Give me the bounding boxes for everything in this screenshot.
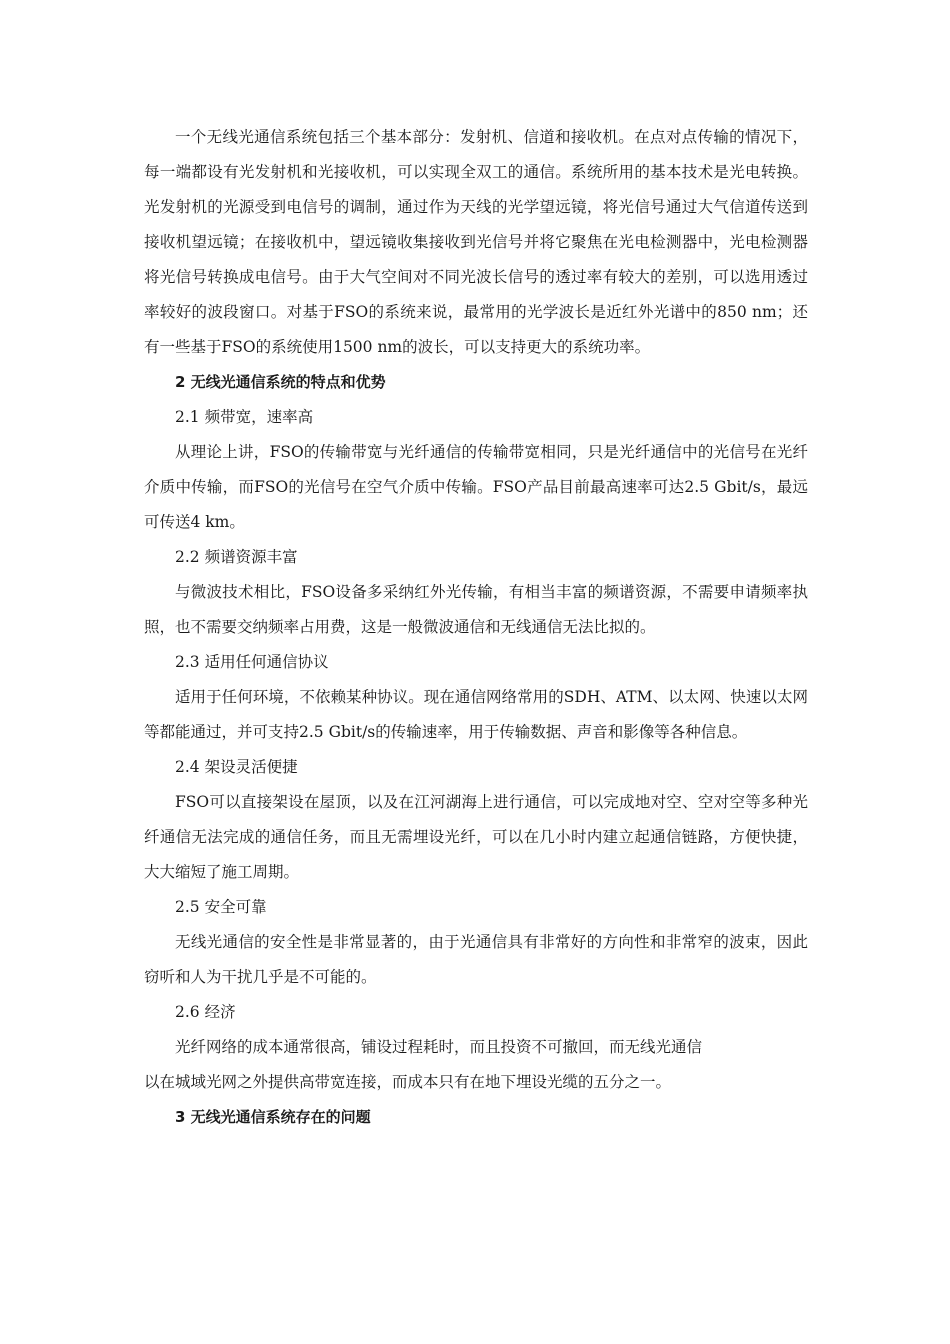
subsection-2-1-body: 从理论上讲，FSO的传输带宽与光纤通信的传输带宽相同，只是光纤通信中的光信号在光纤介质中传输，而FSO的光信号在空气介质中传输。FSO产品目前最高速率可达2.5 Gbit/s，最远可传送4 km。 [144, 443, 808, 531]
subsection-2-6-body-line-1: 光纤网络的成本通常很高，铺设过程耗时，而且投资不可撤回，而无线光通信 [175, 1038, 703, 1056]
subsection-2-2-heading: 2.2 频谱资源丰富 [175, 548, 298, 566]
subsection-2-3-heading: 2.3 适用任何通信协议 [175, 653, 329, 671]
subsection-2-6-heading: 2.6 经济 [175, 1003, 236, 1021]
subsection-2-4-heading: 2.4 架设灵活便捷 [175, 758, 298, 776]
section-3-heading: 3 无线光通信系统存在的问题 [175, 1108, 371, 1126]
document-page [144, 120, 808, 1135]
subsection-2-2-body: 与微波技术相比，FSO设备多采纳红外光传输，有相当丰富的频谱资源，不需要申请频率执照，也不需要交纳频率占用费，这是一般微波通信和无线通信无法比拟的。 [144, 583, 808, 636]
intro-paragraph: 一个无线光通信系统包括三个基本部分：发射机、信道和接收机。在点对点传输的情况下，每一端都设有光发射机和光接收机，可以实现全双工的通信。系统所用的基本技术是光电转换。光发射机的光源受到电信号的调制，通过作为天线的光学望远镜，将光信号通过大气信道传送到接收机望远镜；在接收机中，望远镜收集接收到光信号并将它聚焦在光电检测器中，光电检测器将光信号转换成电信号。由于大气空间对不同光波长信号的透过率有较大的差别，可以选用透过率较好的波段窗口。对基于FSO的系统来说，最常用的光学波长是近红外光谱中的850 nm；还有一些基于FSO的系统使用1500 nm的波长，可以支持更大的系统功率。 [144, 128, 808, 356]
subsection-2-1-heading: 2.1 频带宽，速率高 [175, 408, 314, 426]
subsection-2-4-body: FSO可以直接架设在屋顶，以及在江河湖海上进行通信，可以完成地对空、空对空等多种光纤通信无法完成的通信任务，而且无需埋设光纤，可以在几小时内建立起通信链路，方便快捷，大大缩短了施工周期。 [144, 793, 808, 881]
subsection-2-5-body: 无线光通信的安全性是非常显著的，由于光通信具有非常好的方向性和非常窄的波束，因此窃听和人为干扰几乎是不可能的。 [144, 933, 808, 986]
subsection-2-6-body-line-2: 以在城域光网之外提供高带宽连接，而成本只有在地下埋设光缆的五分之一。 [144, 1073, 672, 1091]
subsection-2-5-heading: 2.5 安全可靠 [175, 898, 267, 916]
section-2-heading: 2 无线光通信系统的特点和优势 [175, 373, 386, 391]
subsection-2-3-body: 适用于任何环境，不依赖某种协议。现在通信网络常用的SDH、ATM、以太网、快速以太网等都能通过，并可支持2.5 Gbit/s的传输速率，用于传输数据、声音和影像等各种信息。 [144, 688, 808, 741]
